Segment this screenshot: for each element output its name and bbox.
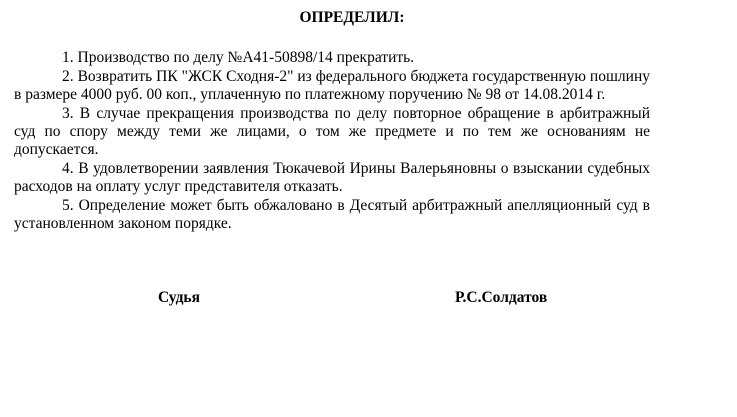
decision-item-2: 2. Возвратить ПК "ЖСК Сходня-2" из федерального бюджета государственную пошлину в размере 4000 руб. 00 коп., уплаченную по платежному поручению № 98 от 14.08.2014 г. bbox=[14, 67, 650, 104]
decision-item-4: 4. В удовлетворении заявления Тюкачевой Ирины Валерьяновны о взыскании судебных расходов на оплату услуг представителя отказать. bbox=[14, 159, 650, 196]
document-body bbox=[14, 9, 650, 233]
decision-item-1: 1. Производство по делу №А41-50898/14 прекратить. bbox=[62, 49, 415, 67]
signature-name: Р.С.Солдатов bbox=[455, 289, 548, 306]
document-heading: ОПРЕДЕЛИЛ: bbox=[299, 9, 405, 26]
signature-title: Судья bbox=[158, 289, 201, 306]
decision-item-5: 5. Определение может быть обжаловано в Десятый арбитражный апелляционный суд в установленном законом порядке. bbox=[14, 196, 650, 233]
decision-item-3: 3. В случае прекращения производства по делу повторное обращение в арбитражный суд по спору между теми же лицами, о том же предмете и по тем же основаниям не допускается. bbox=[14, 104, 650, 159]
